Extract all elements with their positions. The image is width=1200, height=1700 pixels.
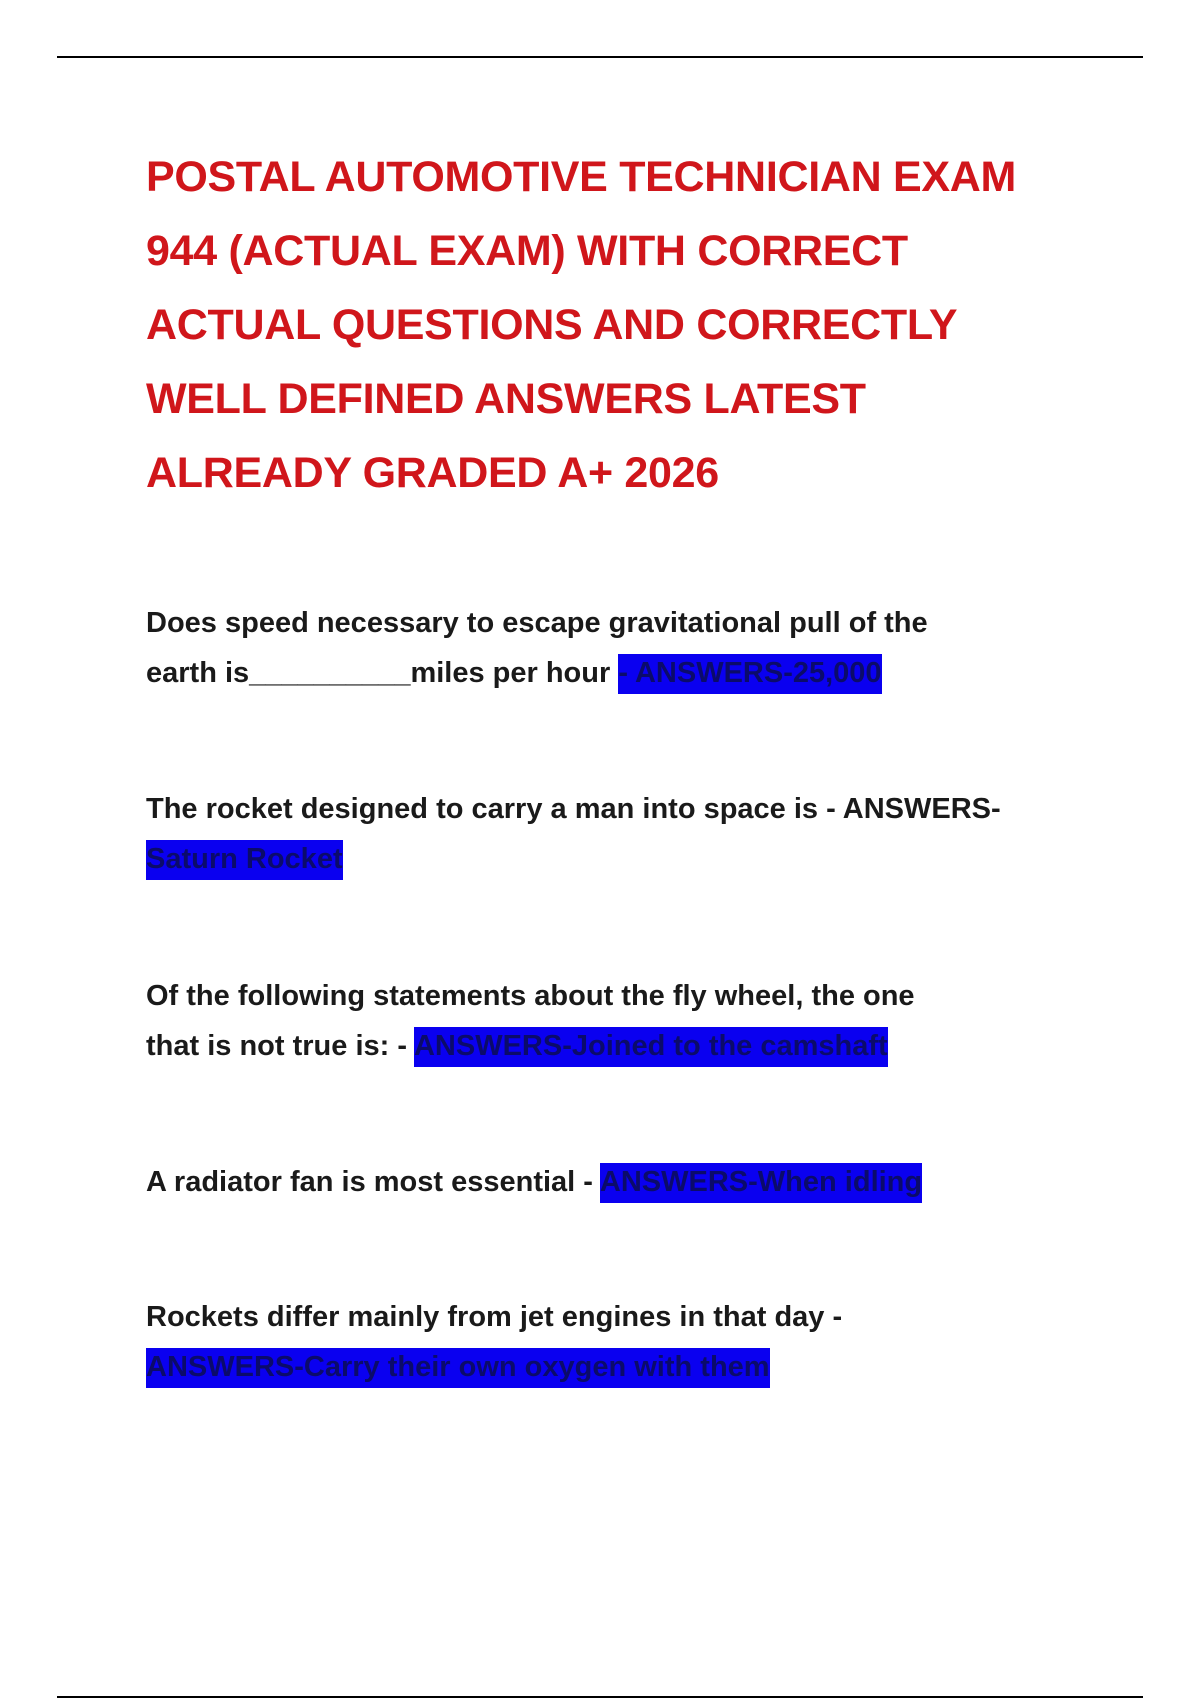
title-line: POSTAL AUTOMOTIVE TECHNICIAN EXAM: [146, 153, 1017, 201]
answer-highlight: ANSWERS-When idling: [600, 1163, 922, 1203]
title-line: 944 (ACTUAL EXAM) WITH CORRECT: [146, 227, 908, 275]
qa-item: [146, 971, 1106, 1071]
question-line: [146, 648, 1106, 698]
question-line: [146, 1157, 1106, 1207]
title-line: ACTUAL QUESTIONS AND CORRECTLY: [146, 301, 958, 349]
question-text: earth is__________miles per hour: [146, 657, 619, 689]
qa-item: [146, 1292, 1106, 1392]
question-text: Rockets differ mainly from jet engines in that day -: [146, 1301, 843, 1333]
qa-item: [146, 598, 1106, 698]
question-text: Does speed necessary to escape gravitational pull of the: [146, 607, 928, 639]
title-line: ALREADY GRADED A+ 2026: [146, 449, 719, 497]
answer-highlight: - ANSWERS-25,000: [618, 654, 881, 694]
title-line: WELL DEFINED ANSWERS LATEST: [146, 375, 866, 423]
question-text: The rocket designed to carry a man into space is - ANSWERS-: [146, 793, 1001, 825]
question-text: that is not true is: -: [146, 1030, 414, 1062]
question-text: Of the following statements about the fly wheel, the one: [146, 980, 915, 1012]
qa-item: [146, 1157, 1106, 1207]
question-text: A radiator fan is most essential -: [146, 1166, 600, 1198]
qa-item: [146, 784, 1106, 884]
question-line: [146, 1342, 1106, 1392]
question-line: [146, 1021, 1106, 1071]
document-title: [146, 140, 1106, 510]
answer-highlight: ANSWERS-Carry their own oxygen with them: [146, 1348, 770, 1388]
question-line: [146, 834, 1106, 884]
bottom-divider: [57, 1696, 1143, 1698]
top-divider: [57, 56, 1143, 58]
answer-highlight: Saturn Rocket: [146, 840, 343, 880]
answer-highlight: ANSWERS-Joined to the camshaft: [414, 1027, 888, 1067]
